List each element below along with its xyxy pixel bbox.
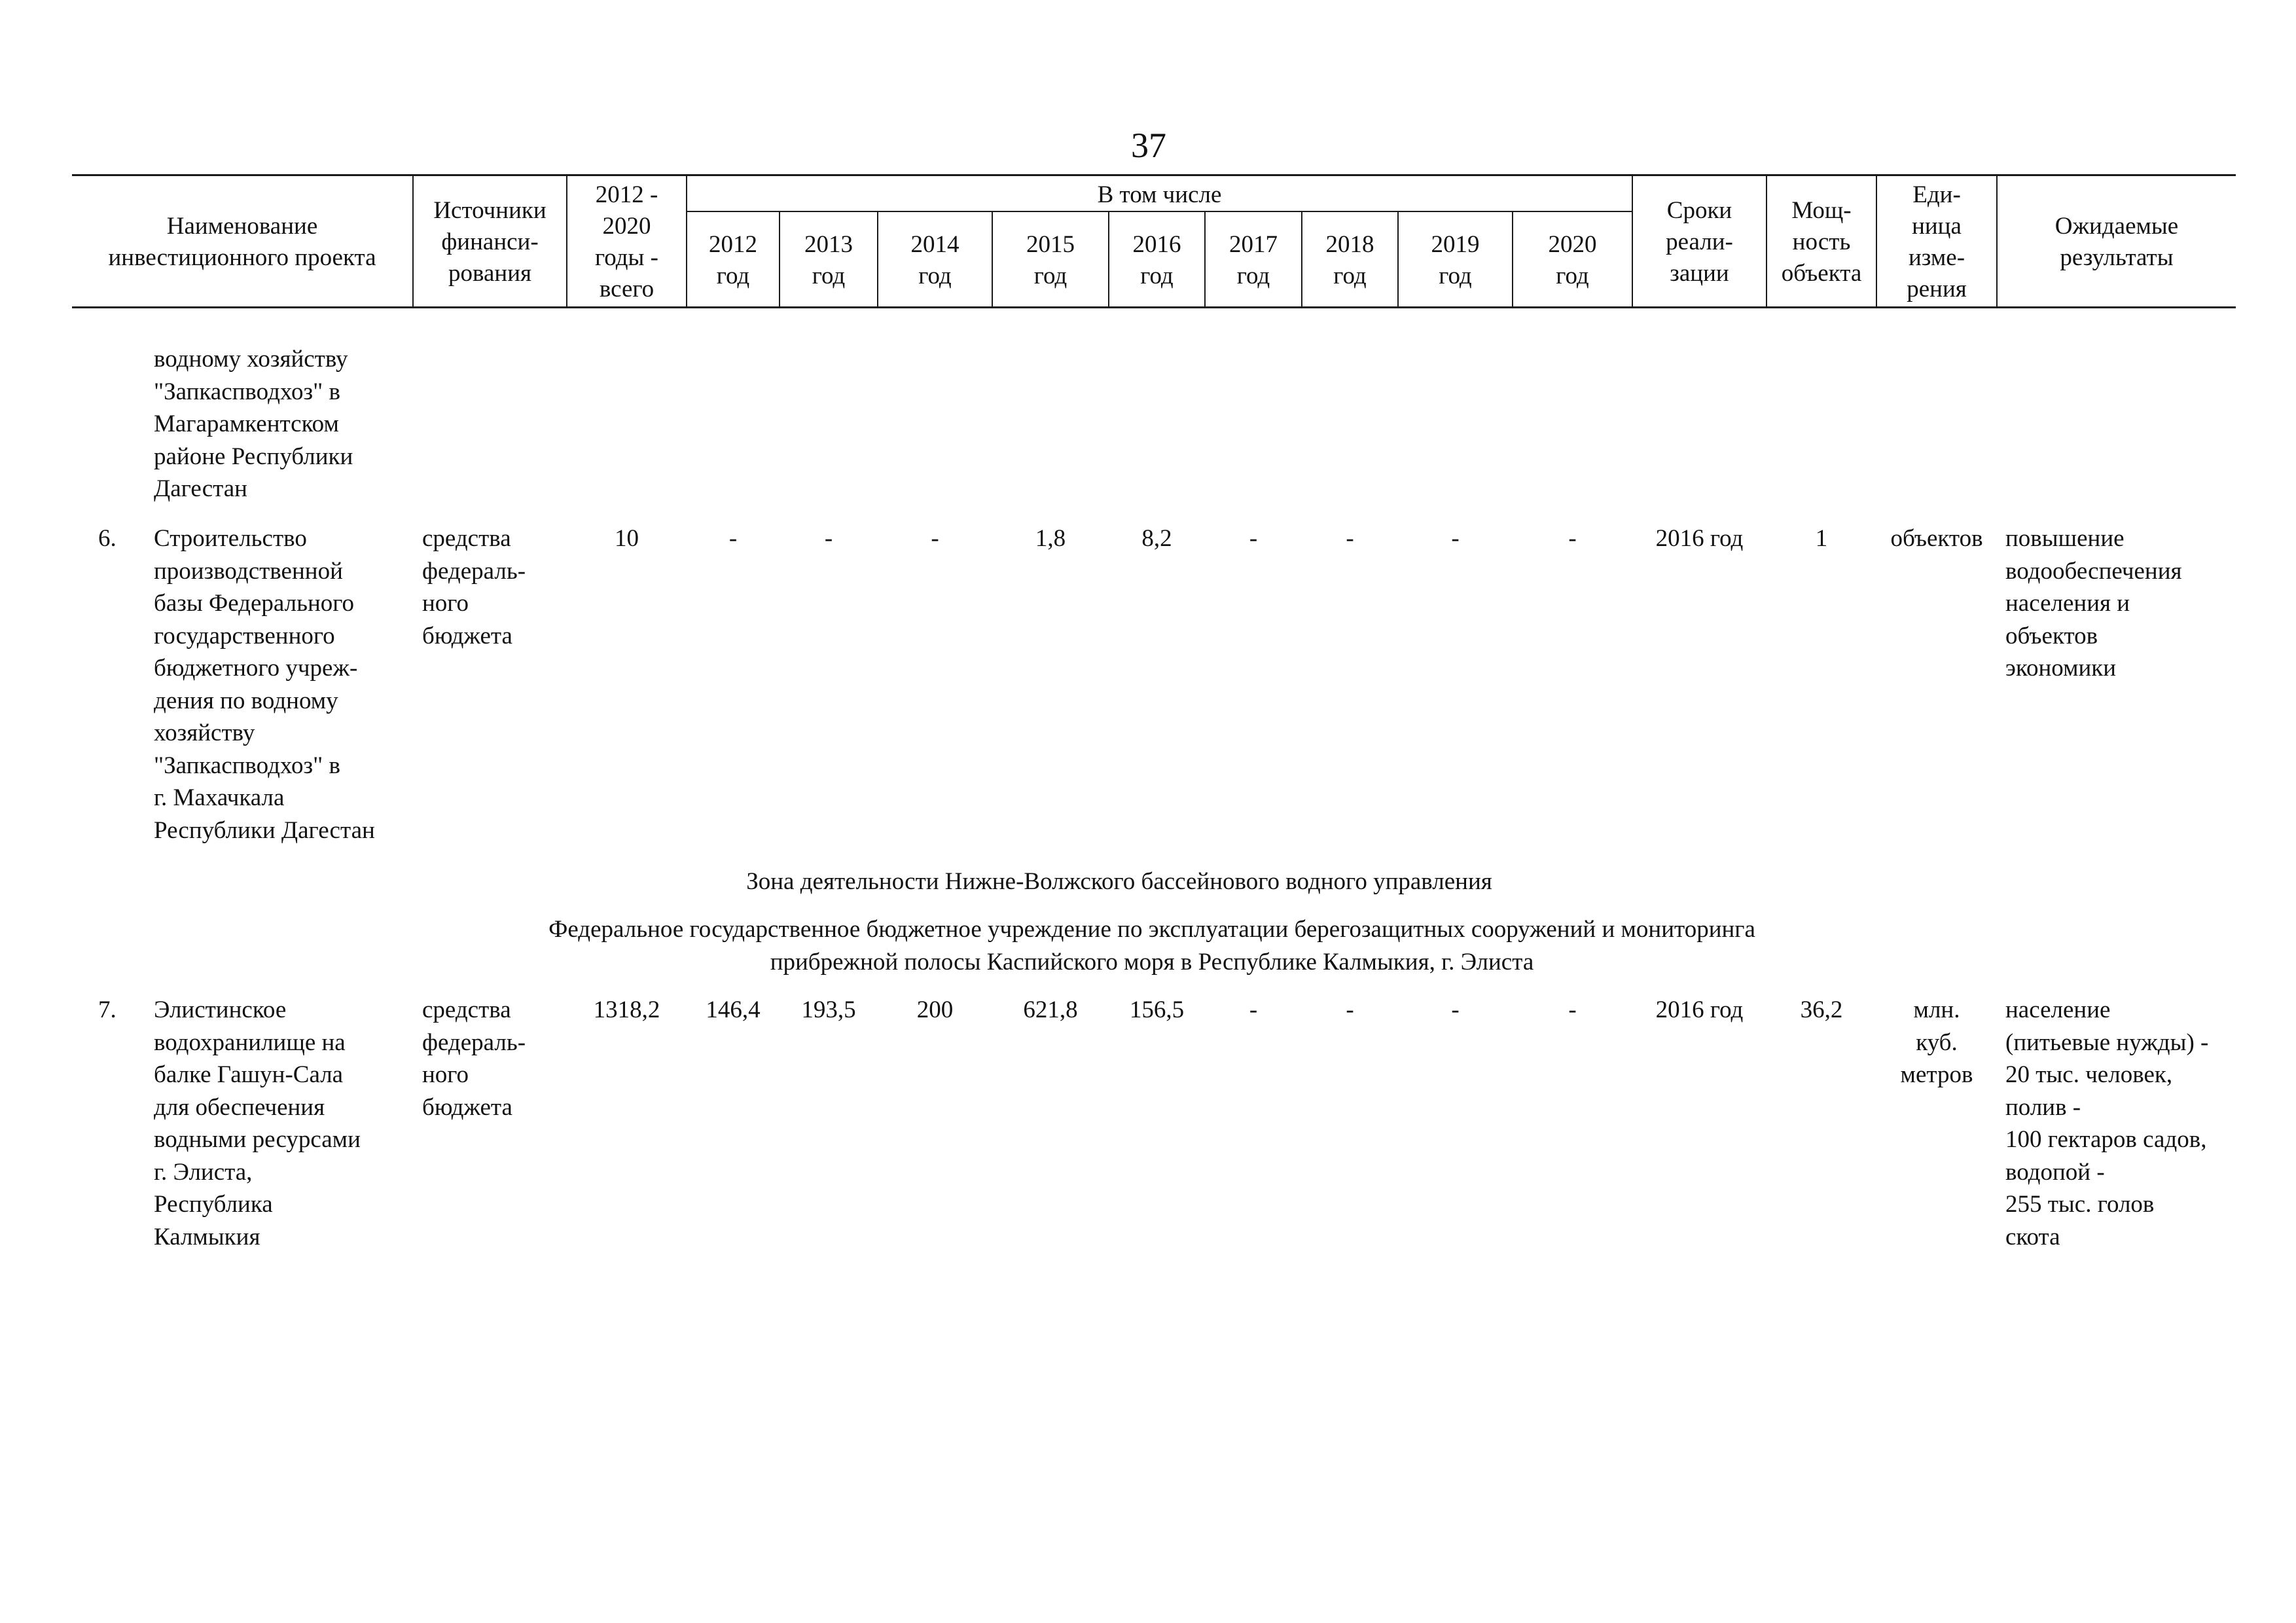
header-capacity: Мощ- ность объекта [1781, 197, 1862, 287]
row7-2014: 200 [916, 996, 954, 1023]
row7-total: 1318,2 [593, 996, 660, 1023]
row6-2019: - [1451, 525, 1460, 552]
row6-term: 2016 год [1655, 525, 1744, 552]
row7-name: Элистинское водохранилище на балке Гашун-Сала для обеспечения водными ресурсами г. Элиста, Республика Калмыкия [154, 996, 361, 1250]
row6-2012: - [728, 525, 738, 552]
row7-2016: 156,5 [1129, 996, 1185, 1023]
including-rule [687, 211, 1633, 212]
header-year-2012: 2012 год [709, 231, 757, 289]
row7-2012: 146,4 [706, 996, 761, 1023]
row6-2017: - [1249, 525, 1258, 552]
header-name: Наименование инвестиционного проекта [108, 213, 376, 271]
row6-2015: 1,8 [1035, 525, 1066, 552]
header-sources: Источники финанси- рования [433, 197, 547, 287]
row7-source: средства федераль- ного бюджета [422, 996, 526, 1121]
row7-index: 7. [98, 996, 117, 1023]
continuation-name: водному хозяйству "Запкаспводхоз" в Магарамкентском районе Республики Дагестан [154, 346, 353, 502]
row7-unit: млн. куб. метров [1900, 996, 1973, 1088]
row6-total: 10 [615, 525, 639, 552]
table-top-rule [72, 174, 2236, 176]
row7-2020: - [1568, 996, 1577, 1023]
row6-results: повышение водообеспечения населения и объектов экономики [2005, 525, 2182, 682]
row7-2013: 193,5 [801, 996, 856, 1023]
header-year-2019: 2019 год [1431, 231, 1480, 289]
row7-2019: - [1451, 996, 1460, 1023]
header-terms: Сроки реали- зации [1666, 197, 1733, 287]
header-including: В том числе [1097, 181, 1222, 208]
header-year-2016: 2016 год [1132, 231, 1181, 289]
row7-results: население (питьевые нужды) - 20 тыс. человек, полив - 100 гектаров садов, водопой - 255 тыс. голов скота [2005, 996, 2209, 1250]
header-year-2020: 2020 год [1548, 231, 1597, 289]
row6-source: средства федераль- ного бюджета [422, 525, 526, 649]
header-year-2013: 2013 год [804, 231, 853, 289]
row7-term: 2016 год [1655, 996, 1744, 1023]
row6-2020: - [1568, 525, 1577, 552]
row6-name: Строительство производственной базы Федерального государственного бюджетного учреж- дения по водному хозяйству "Запкаспводхоз" в г. Махачкала Республики Дагестан [154, 525, 375, 844]
header-results: Ожидаемые результаты [2054, 213, 2179, 271]
table-header-bottom-rule [72, 306, 2236, 308]
row7-2018: - [1346, 996, 1354, 1023]
institution-title: Федеральное государственное бюджетное учреждение по эксплуатации берегозащитных сооружений и мониторинга прибрежной полосы Каспийского моря в Республике Калмыкия, г. Элиста [548, 916, 1755, 976]
row7-capacity: 36,2 [1800, 996, 1843, 1023]
header-total: 2012 - 2020 годы - всего [595, 181, 658, 302]
header-year-2018: 2018 год [1325, 231, 1374, 289]
row7-2015: 621,8 [1023, 996, 1078, 1023]
row6-2014: - [931, 525, 939, 552]
row6-2013: - [824, 525, 833, 552]
header-year-2017: 2017 год [1229, 231, 1278, 289]
row7-2017: - [1249, 996, 1258, 1023]
header-unit: Еди- ница изме- рения [1907, 181, 1967, 302]
header-year-2015: 2015 год [1026, 231, 1075, 289]
row6-index: 6. [98, 525, 117, 552]
page-number: 37 [1131, 126, 1166, 165]
row6-2018: - [1346, 525, 1354, 552]
row6-capacity: 1 [1815, 525, 1828, 552]
row6-2016: 8,2 [1141, 525, 1172, 552]
header-year-2014: 2014 год [910, 231, 960, 289]
row6-unit: объектов [1890, 525, 1983, 552]
zone-title: Зона деятельности Нижне-Волжского бассейнового водного управления [746, 868, 1492, 895]
